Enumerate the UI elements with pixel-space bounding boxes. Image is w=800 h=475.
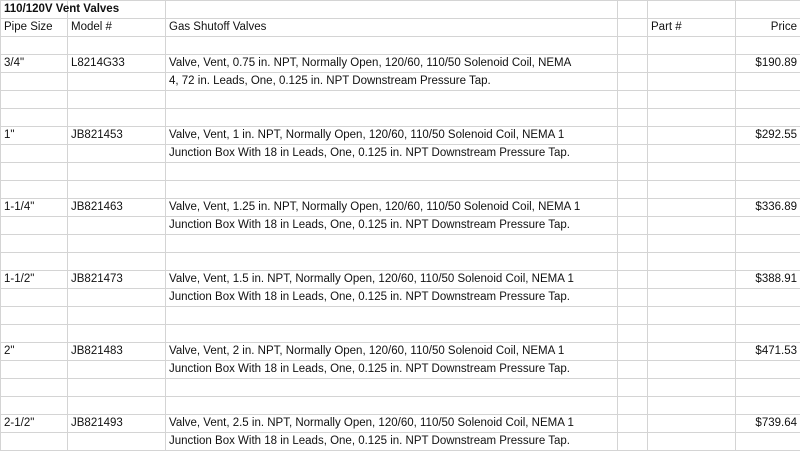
cell[interactable] [618, 343, 648, 361]
header-price[interactable]: Price [736, 19, 800, 37]
model-cell[interactable]: JB821463 [68, 199, 166, 217]
cell[interactable] [736, 181, 800, 199]
header-description[interactable]: Gas Shutoff Valves [166, 19, 618, 37]
cell[interactable] [618, 325, 648, 343]
title-row [1, 1, 800, 19]
cell[interactable] [736, 289, 800, 307]
cell[interactable] [618, 91, 648, 109]
cell[interactable] [68, 109, 166, 127]
part-cell[interactable] [648, 199, 736, 217]
cell[interactable] [1, 73, 68, 91]
cell[interactable] [618, 199, 648, 217]
pipe-size-cell[interactable]: 2" [1, 343, 68, 361]
cell[interactable] [618, 37, 648, 55]
cell[interactable] [648, 433, 736, 451]
cell[interactable] [618, 109, 648, 127]
table-row [1, 55, 800, 73]
table-row [1, 271, 800, 289]
cell[interactable] [166, 91, 618, 109]
cell[interactable] [618, 361, 648, 379]
cell[interactable] [1, 145, 68, 163]
header-model[interactable]: Model # [68, 19, 166, 37]
cell[interactable] [736, 217, 800, 235]
table-row [1, 433, 800, 451]
description-line1-cell[interactable]: Valve, Vent, 1.25 in. NPT, Normally Open, 120/60, 110/50 Solenoid Coil, NEMA 1 [166, 199, 618, 217]
cell[interactable] [736, 361, 800, 379]
cell[interactable] [166, 325, 618, 343]
table-row [1, 217, 800, 235]
spacer-row [1, 163, 800, 181]
description-line1-cell[interactable]: Valve, Vent, 2.5 in. NPT, Normally Open, 120/60, 110/50 Solenoid Coil, NEMA 1 [166, 415, 618, 433]
table-row [1, 127, 800, 145]
part-cell[interactable] [648, 343, 736, 361]
cell[interactable] [648, 361, 736, 379]
description-line2-cell[interactable]: Junction Box With 18 in Leads, One, 0.125 in. NPT Downstream Pressure Tap. [166, 289, 618, 307]
part-cell[interactable] [648, 271, 736, 289]
cell[interactable] [1, 163, 68, 181]
cell[interactable] [166, 37, 618, 55]
cell[interactable] [736, 253, 800, 271]
cell[interactable] [648, 91, 736, 109]
cell[interactable] [166, 253, 618, 271]
cell[interactable] [648, 145, 736, 163]
sheet-title[interactable]: 110/120V Vent Valves [1, 1, 68, 19]
cell[interactable] [618, 127, 648, 145]
table-body [1, 1, 800, 451]
cell[interactable] [736, 163, 800, 181]
model-cell[interactable]: JB821493 [68, 415, 166, 433]
cell[interactable] [648, 109, 736, 127]
cell[interactable] [618, 397, 648, 415]
part-cell[interactable] [648, 415, 736, 433]
cell[interactable] [166, 1, 618, 19]
cell[interactable] [1, 289, 68, 307]
cell[interactable] [1, 109, 68, 127]
cell[interactable] [648, 325, 736, 343]
part-cell[interactable] [648, 127, 736, 145]
cell[interactable] [1, 253, 68, 271]
cell[interactable] [736, 235, 800, 253]
spacer-row [1, 235, 800, 253]
price-cell[interactable]: $471.53 [736, 343, 800, 361]
price-cell[interactable]: $739.64 [736, 415, 800, 433]
cell[interactable] [68, 73, 166, 91]
cell[interactable] [648, 397, 736, 415]
cell[interactable] [166, 307, 618, 325]
description-line1-cell[interactable]: Valve, Vent, 1 in. NPT, Normally Open, 120/60, 110/50 Solenoid Coil, NEMA 1 [166, 127, 618, 145]
cell[interactable] [618, 145, 648, 163]
cell[interactable] [166, 181, 618, 199]
cell[interactable] [736, 109, 800, 127]
cell[interactable] [648, 235, 736, 253]
cell[interactable] [736, 307, 800, 325]
cell[interactable] [166, 235, 618, 253]
cell[interactable] [648, 181, 736, 199]
cell[interactable] [68, 289, 166, 307]
pipe-size-cell[interactable]: 1" [1, 127, 68, 145]
cell[interactable] [68, 433, 166, 451]
cell[interactable] [1, 325, 68, 343]
cell[interactable] [618, 379, 648, 397]
cell[interactable] [68, 325, 166, 343]
description-line1-cell[interactable]: Valve, Vent, 0.75 in. NPT, Normally Open, 120/60, 110/50 Solenoid Coil, NEMA [166, 55, 618, 73]
cell[interactable] [648, 289, 736, 307]
cell[interactable] [648, 307, 736, 325]
table-row [1, 145, 800, 163]
cell[interactable] [618, 289, 648, 307]
cell[interactable] [736, 73, 800, 91]
cell[interactable] [1, 235, 68, 253]
table-row [1, 415, 800, 433]
cell[interactable] [736, 37, 800, 55]
cell[interactable] [736, 1, 800, 19]
model-cell[interactable]: JB821453 [68, 127, 166, 145]
cell[interactable] [618, 1, 648, 19]
description-line1-cell[interactable]: Valve, Vent, 2 in. NPT, Normally Open, 120/60, 110/50 Solenoid Coil, NEMA 1 [166, 343, 618, 361]
header-part[interactable]: Part # [648, 19, 736, 37]
header-pipe-size[interactable]: Pipe Size [1, 19, 68, 37]
cell[interactable] [68, 235, 166, 253]
cell[interactable] [618, 253, 648, 271]
pipe-size-cell[interactable]: 1-1/4" [1, 199, 68, 217]
cell[interactable] [68, 37, 166, 55]
cell[interactable] [618, 55, 648, 73]
header-row [1, 19, 800, 37]
cell[interactable] [1, 181, 68, 199]
cell[interactable] [68, 361, 166, 379]
cell[interactable] [618, 235, 648, 253]
cell[interactable] [736, 325, 800, 343]
cell[interactable] [68, 181, 166, 199]
cell[interactable] [736, 433, 800, 451]
spacer-row [1, 325, 800, 343]
cell[interactable] [166, 397, 618, 415]
model-cell[interactable]: JB821473 [68, 271, 166, 289]
spacer-row [1, 91, 800, 109]
cell[interactable] [68, 253, 166, 271]
spacer-row [1, 253, 800, 271]
table-row [1, 289, 800, 307]
cell[interactable] [736, 397, 800, 415]
cell[interactable] [68, 379, 166, 397]
cell[interactable] [648, 379, 736, 397]
price-cell[interactable]: $336.89 [736, 199, 800, 217]
cell[interactable] [1, 37, 68, 55]
spacer-row [1, 109, 800, 127]
cell[interactable] [736, 379, 800, 397]
model-cell[interactable]: JB821483 [68, 343, 166, 361]
cell[interactable] [1, 379, 68, 397]
description-line2-cell[interactable]: 4, 72 in. Leads, One, 0.125 in. NPT Downstream Pressure Tap. [166, 73, 618, 91]
spacer-row [1, 307, 800, 325]
spacer-row [1, 37, 800, 55]
cell[interactable] [648, 1, 736, 19]
cell[interactable] [736, 91, 800, 109]
description-line2-cell[interactable]: Junction Box With 18 in Leads, One, 0.125 in. NPT Downstream Pressure Tap. [166, 145, 618, 163]
cell[interactable] [648, 37, 736, 55]
cell[interactable] [618, 433, 648, 451]
cell[interactable] [1, 217, 68, 235]
price-cell[interactable]: $190.89 [736, 55, 800, 73]
table-row [1, 73, 800, 91]
cell[interactable] [618, 163, 648, 181]
cell[interactable] [648, 163, 736, 181]
cell[interactable] [166, 109, 618, 127]
cell[interactable] [68, 307, 166, 325]
cell[interactable] [618, 19, 648, 37]
cell[interactable] [648, 217, 736, 235]
cell[interactable] [68, 145, 166, 163]
cell[interactable] [1, 307, 68, 325]
cell[interactable] [618, 181, 648, 199]
table-row [1, 199, 800, 217]
part-cell[interactable] [648, 55, 736, 73]
table-row [1, 361, 800, 379]
cell[interactable] [618, 73, 648, 91]
description-line2-cell[interactable]: Junction Box With 18 in Leads, One, 0.125 in. NPT Downstream Pressure Tap. [166, 361, 618, 379]
description-line2-cell[interactable]: Junction Box With 18 in Leads, One, 0.125 in. NPT Downstream Pressure Tap. [166, 217, 618, 235]
cell[interactable] [1, 91, 68, 109]
pipe-size-cell[interactable]: 1-1/2" [1, 271, 68, 289]
table-row [1, 343, 800, 361]
price-cell[interactable]: $388.91 [736, 271, 800, 289]
cell[interactable] [1, 433, 68, 451]
cell[interactable] [68, 91, 166, 109]
cell[interactable] [618, 271, 648, 289]
cell[interactable] [166, 163, 618, 181]
spacer-row [1, 379, 800, 397]
cell[interactable] [68, 163, 166, 181]
cell[interactable] [648, 73, 736, 91]
cell[interactable] [736, 145, 800, 163]
spacer-row [1, 181, 800, 199]
cell[interactable] [68, 397, 166, 415]
cell[interactable] [1, 397, 68, 415]
cell[interactable] [166, 379, 618, 397]
spacer-row [1, 397, 800, 415]
description-line1-cell[interactable]: Valve, Vent, 1.5 in. NPT, Normally Open, 120/60, 110/50 Solenoid Coil, NEMA 1 [166, 271, 618, 289]
cell[interactable] [68, 217, 166, 235]
cell[interactable] [618, 307, 648, 325]
model-cell[interactable]: L8214G33 [68, 55, 166, 73]
description-line2-cell[interactable]: Junction Box With 18 in Leads, One, 0.125 in. NPT Downstream Pressure Tap. [166, 433, 618, 451]
cell[interactable] [1, 361, 68, 379]
price-cell[interactable]: $292.55 [736, 127, 800, 145]
cell[interactable] [618, 415, 648, 433]
cell[interactable] [618, 217, 648, 235]
pipe-size-cell[interactable]: 2-1/2" [1, 415, 68, 433]
cell[interactable] [648, 253, 736, 271]
pipe-size-cell[interactable]: 3/4" [1, 55, 68, 73]
